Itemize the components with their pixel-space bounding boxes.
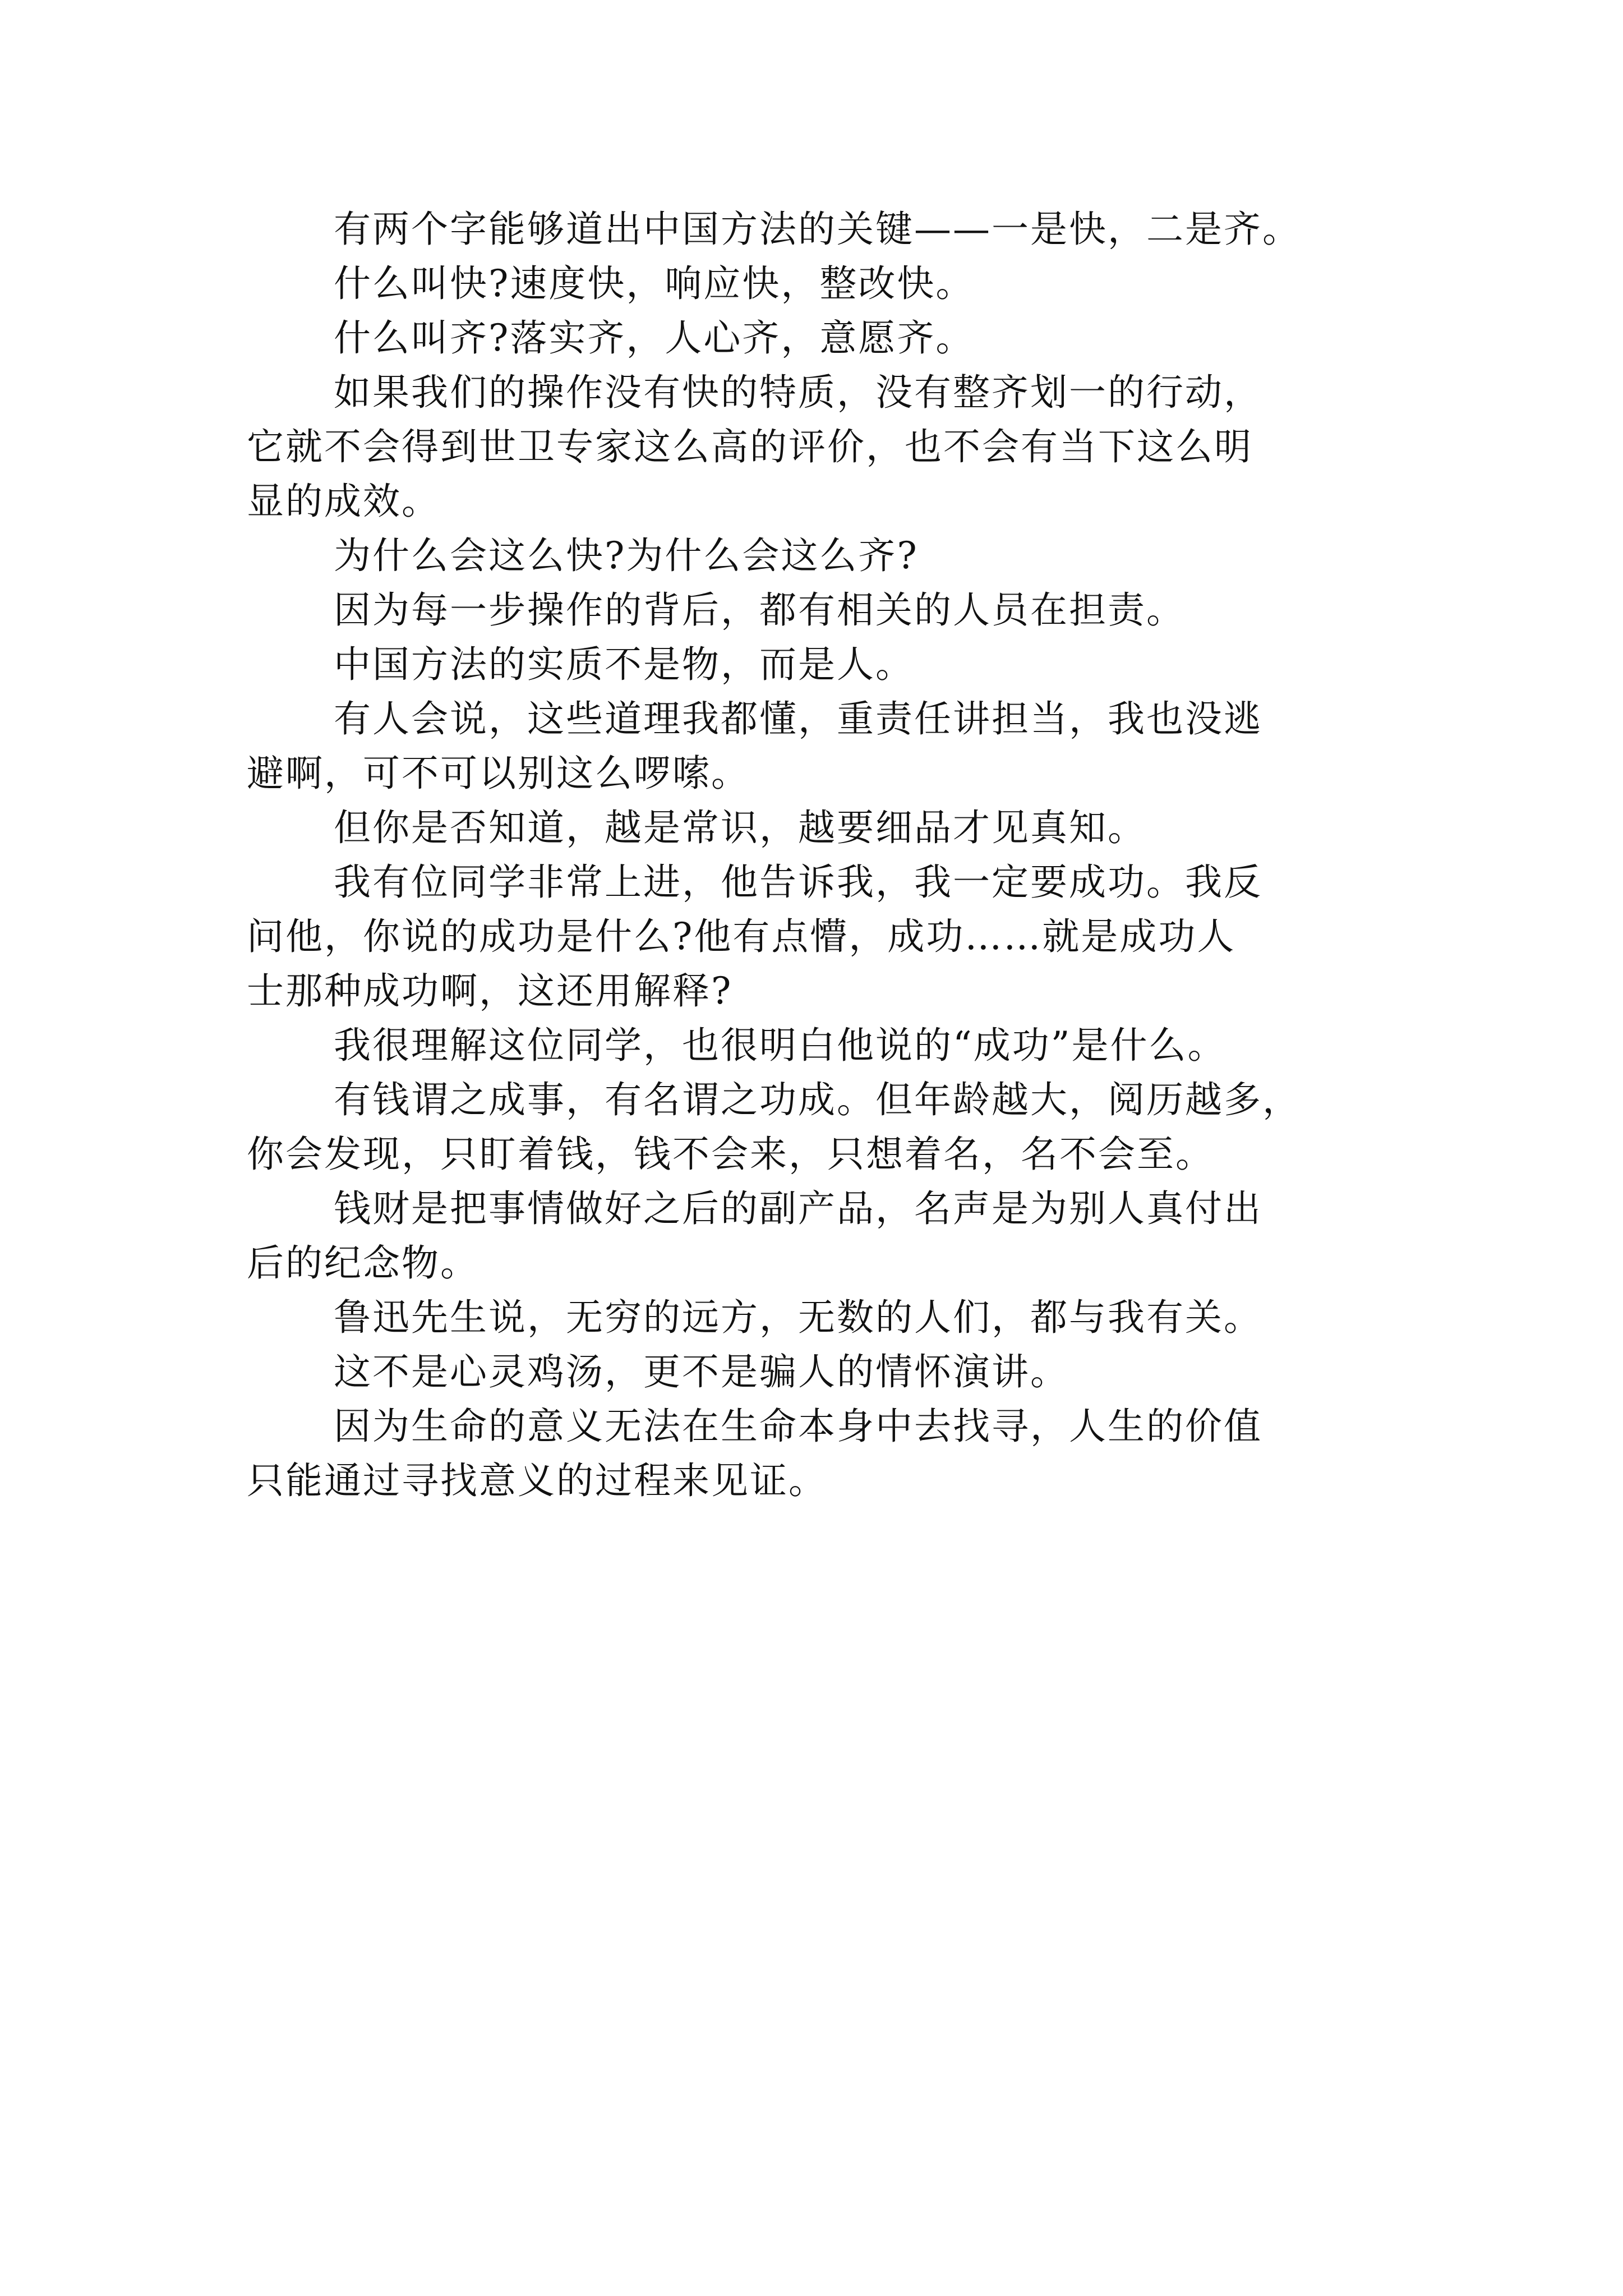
paragraph-line: 但你是否知道，越是常识，越要细品才见真知。	[334, 806, 1146, 849]
paragraph-line: 你会发现，只盯着钱，钱不会来，只想着名，名不会至。	[247, 1133, 1214, 1176]
paragraph-line: 我有位同学非常上进，他告诉我，我一定要成功。我反	[334, 861, 1262, 904]
paragraph-line: 因为每一步操作的背后，都有相关的人员在担责。	[334, 588, 1185, 632]
paragraph	[247, 637, 1458, 692]
paragraph-line: 这不是心灵鸡汤，更不是骗人的情怀演讲。	[334, 1350, 1069, 1393]
paragraph-line: 有两个字能够道出中国方法的关键——一是快，二是齐。	[334, 208, 1301, 251]
paragraph	[247, 1345, 1458, 1399]
paragraph	[247, 692, 1458, 800]
body-text	[247, 202, 1458, 1508]
paragraph-line: 有人会说，这些道理我都懂，重责任讲担当，我也没逃	[334, 697, 1262, 740]
paragraph-line: 如果我们的操作没有快的特质，没有整齐划一的行动，	[334, 371, 1262, 414]
paragraph-line: 显的成效。	[247, 480, 440, 523]
paragraph-line: 它就不会得到世卫专家这么高的评价，也不会有当下这么明	[247, 425, 1253, 468]
paragraph	[247, 256, 1458, 311]
paragraph-line: 中国方法的实质不是物，而是人。	[334, 643, 914, 686]
paragraph	[247, 311, 1458, 365]
paragraph-line: 什么叫快?速度快，响应快，整改快。	[334, 262, 975, 305]
paragraph	[247, 1399, 1458, 1508]
paragraph	[247, 202, 1458, 256]
paragraph	[247, 1018, 1458, 1073]
paragraph-line: 只能通过寻找意义的过程来见证。	[247, 1459, 827, 1502]
paragraph-line: 为什么会这么快?为什么会这么齐?	[334, 534, 919, 577]
paragraph-line: 士那种成功啊，这还用解释?	[247, 969, 733, 1013]
paragraph-line: 我很理解这位同学，也很明白他说的“成功”是什么。	[334, 1024, 1227, 1067]
paragraph-line: 什么叫齐?落实齐，人心齐，意愿齐。	[334, 316, 975, 360]
paragraph	[247, 1290, 1458, 1345]
paragraph-line: 后的纪念物。	[247, 1241, 479, 1285]
paragraph	[247, 1073, 1458, 1181]
paragraph-line: 钱财是把事情做好之后的副产品，名声是为别人真付出	[334, 1187, 1262, 1230]
paragraph	[247, 365, 1458, 528]
paragraph-line: 因为生命的意义无法在生命本身中去找寻，人生的价值	[334, 1405, 1262, 1448]
paragraph	[247, 583, 1458, 637]
paragraph	[247, 528, 1458, 583]
paragraph	[247, 800, 1458, 855]
paragraph-line: 鲁迅先生说，无穷的远方，无数的人们，都与我有关。	[334, 1296, 1262, 1339]
paragraph-line: 避啊，可不可以别这么啰嗦。	[247, 752, 750, 795]
paragraph	[247, 1181, 1458, 1290]
paragraph-line: 有钱谓之成事，有名谓之功成。但年龄越大，阅历越多，	[334, 1078, 1301, 1121]
paragraph	[247, 855, 1458, 1018]
paragraph-line: 问他，你说的成功是什么?他有点懵，成功……就是成功人	[247, 915, 1236, 958]
